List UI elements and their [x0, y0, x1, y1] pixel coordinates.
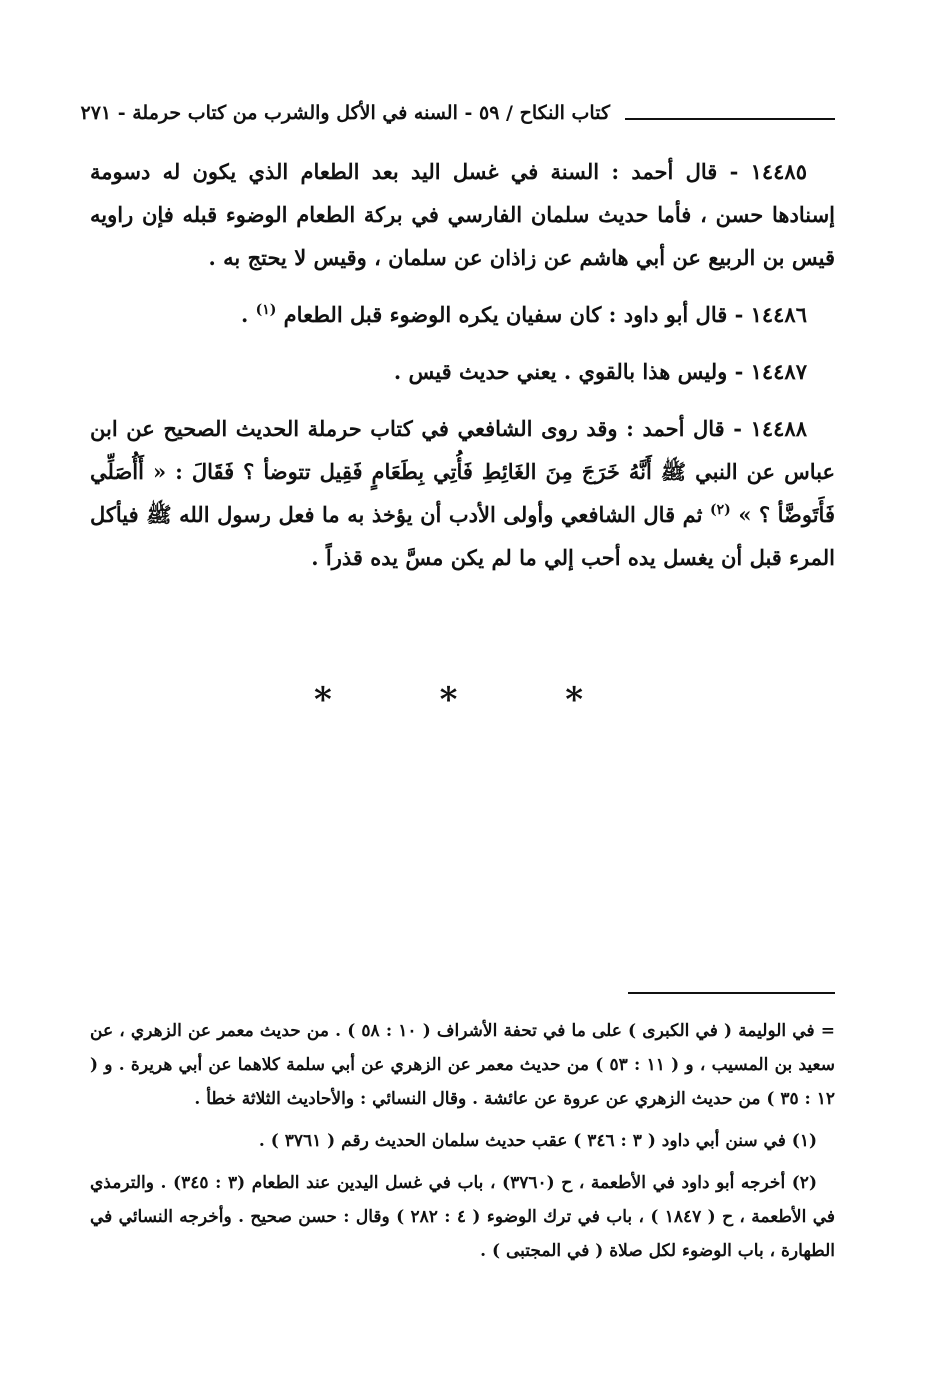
footnote-ref: (١)	[255, 302, 277, 318]
header-rule	[625, 118, 835, 120]
footnote-2: (٢) أخرجه أبو داود في الأطعمة ، ح (٣٧٦٠) ، باب في غسل اليدين عند الطعام (٣ : ٣٤٥) . والترمذي في الأطعمة ، ح ( ١٨٤٧ ) ، باب في ترك الوضوء ( ٤ : ٢٨٢ ) وقال : حسن صحيح . وأخرجه النسائي في الطهارة ، باب الوضوء لكل صلاة ( في المجتبى ) .	[90, 1173, 835, 1261]
hadith-number: ١٤٤٨٨	[750, 416, 807, 441]
footnote-continued: = في الوليمة ( في الكبرى ) على ما في تحفة الأشراف ( ١٠ : ٥٨ ) . من حديث معمر عن الزهري ، عن سعيد بن المسيب ، و ( ١١ : ٥٣ ) من حديث معمر عن الزهري عن أبي سلمة كلاهما عن أبي هريرة . و ( ١٢ : ٣٥ ) من حديث الزهري عن عروة عن عائشة . وقال النسائي : والأحاديث الثلاثة خطأ .	[90, 1021, 835, 1109]
paragraph-14488	[90, 407, 835, 579]
paragraph-14485	[90, 150, 835, 279]
paragraph-text: - وليس هذا بالقوي . يعني حديث قيس .	[393, 359, 751, 384]
running-head	[80, 96, 835, 130]
paragraph-tail: .	[240, 302, 256, 327]
paragraph-14487	[90, 350, 835, 393]
paragraph-14486	[90, 293, 835, 336]
footnotes	[90, 1014, 835, 1276]
hadith-number: ١٤٤٨٧	[750, 359, 807, 384]
section-separator: * * *	[313, 680, 631, 720]
hadith-number: ١٤٤٨٥	[750, 159, 807, 184]
footnote-1: (١) في سنن أبي داود ( ٣ : ٣٤٦ ) عقب حديث سلمان الحديث رقم ( ٣٧٦١ ) .	[258, 1131, 817, 1151]
footnote-ref: (٢)	[710, 502, 731, 518]
paragraph-text: - قال أحمد : السنة في غسل اليد بعد الطعام الذي يكون له دسومة إسنادها حسن ، فأما حديث سلمان الفارسي في بركة الطعام الوضوء قبله فإن راويه قيس بن الربيع عن أبي هاشم عن زاذان عن سلمان ، وقيس لا يحتج به .	[90, 159, 835, 270]
footnote-rule	[628, 992, 835, 994]
paragraph-tail: ثم قال الشافعي وأولى الأدب أن يؤخذ به ما فعل رسول الله ﷺ فيأكل المرء قبل أن يغسل يده أحب إلي ما لم يكن مسَّ يده قذراً .	[90, 502, 835, 570]
main-text	[90, 150, 835, 593]
hadith-number: ١٤٤٨٦	[750, 302, 807, 327]
paragraph-text: - قال أبو داود : كان سفيان يكره الوضوء قبل الطعام	[283, 302, 751, 327]
running-title: كتاب النكاح / ٥٩ - السنه في الأكل والشرب من كتاب حرملة - ٢٧١	[80, 102, 610, 124]
paragraph-text: - قال أحمد : وقد روى الشافعي في كتاب حرملة الحديث الصحيح عن ابن عباس عن النبي ﷺ أَنَّهُ خَرَجَ مِنَ الغَائِطِ فَأُتِي بِطَعَامٍ فَقِيل تتوضأ ؟ فَقَالَ : « أَأُصَلِّي فَأَتَوضَّأ ؟ »	[90, 416, 835, 527]
